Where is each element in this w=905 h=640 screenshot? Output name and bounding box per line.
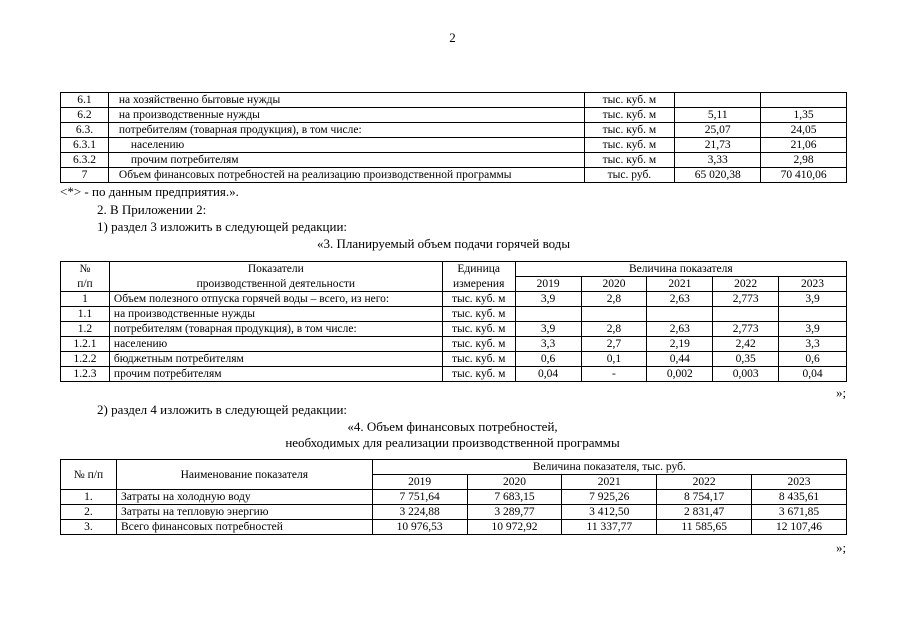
row-value: 0,04 [515,367,581,382]
header-number-2: п/п [61,277,110,292]
row-unit: тыс. куб. м [442,322,515,337]
row-number: 6.2 [61,108,109,123]
row-value: 3,3 [515,337,581,352]
row-indicator: Затраты на тепловую энергию [116,505,372,520]
row-value: 0,002 [647,367,713,382]
header-unit-2: измерения [442,277,515,292]
row-unit: тыс. куб. м [584,93,675,108]
row-unit: тыс. куб. м [584,123,675,138]
year-header: 2023 [779,277,847,292]
row-indicator: потребителям (товарная продукция), в том числе: [109,322,442,337]
table-row [61,352,847,367]
header-indicator-name: Наименование показателя [116,460,372,490]
row-value: 65 020,38 [675,168,761,183]
row-value: 2 831,47 [657,505,752,520]
page-number: 2 [449,30,456,45]
row-value [675,93,761,108]
table-row [61,108,847,123]
row-value: 10 972,92 [467,520,562,535]
year-header: 2019 [372,475,467,490]
year-header: 2019 [515,277,581,292]
row-number: 1.2.1 [61,337,110,352]
row-value: 0,44 [647,352,713,367]
table-row [61,292,847,307]
row-value [515,307,581,322]
row-number: 1.2.2 [61,352,110,367]
row-value: 0,04 [779,367,847,382]
row-value [761,93,847,108]
table-row [61,505,847,520]
row-value: 2,98 [761,153,847,168]
table-hot-water-supply [60,261,847,382]
row-indicator: населению [109,337,442,352]
row-value: 3,9 [515,292,581,307]
section-4-title-line-1: «4. Объем финансовых потребностей, [347,419,558,434]
header-number-1: № [61,262,110,277]
table-row [61,138,847,153]
row-value: 25,07 [675,123,761,138]
row-value: 7 925,26 [562,490,657,505]
row-value: 2,19 [647,337,713,352]
row-value: 12 107,46 [752,520,847,535]
row-indicator: населению [108,138,584,153]
table-row [61,322,847,337]
header-value: Величина показателя, тыс. руб. [372,460,846,475]
footnote: <*> - по данным предприятия.». [60,184,239,199]
section-4-title-line-2: необходимых для реализации производственной программы [285,435,620,450]
row-value: 3 412,50 [562,505,657,520]
row-value: 5,11 [675,108,761,123]
row-unit: тыс. куб. м [442,307,515,322]
row-value: 11 337,77 [562,520,657,535]
row-unit: тыс. куб. м [442,292,515,307]
row-value [713,307,779,322]
year-header: 2021 [562,475,657,490]
row-value: 3,9 [515,322,581,337]
table-row [61,367,847,382]
row-value: 3,3 [779,337,847,352]
row-value: 1,35 [761,108,847,123]
row-value: 2,773 [713,292,779,307]
row-number: 7 [61,168,109,183]
header-indicators-2: производственной деятельности [109,277,442,292]
row-number: 6.1 [61,93,109,108]
header-value: Величина показателя [515,262,846,277]
row-unit: тыс. куб. м [584,138,675,153]
row-number: 2. [61,505,117,520]
table-row [61,168,847,183]
row-value: 2,8 [581,322,647,337]
year-header: 2022 [657,475,752,490]
row-value: 70 410,06 [761,168,847,183]
row-indicator: Всего финансовых потребностей [116,520,372,535]
row-value: 0,003 [713,367,779,382]
row-value: 2,8 [581,292,647,307]
row-indicator: бюджетным потребителям [109,352,442,367]
header-indicators-1: Показатели [109,262,442,277]
row-indicator: потребителям (товарная продукция), в том числе: [108,123,584,138]
row-value: - [581,367,647,382]
table-financial-needs [60,459,847,535]
row-value: 0,6 [515,352,581,367]
row-unit: тыс. руб. [584,168,675,183]
closing-quote-1: »; [836,385,847,400]
row-value: 11 585,65 [657,520,752,535]
row-unit: тыс. куб. м [442,352,515,367]
row-number: 6.3.1 [61,138,109,153]
table-row [61,307,847,322]
row-value: 3 224,88 [372,505,467,520]
row-number: 1 [61,292,110,307]
row-value: 3,33 [675,153,761,168]
row-value: 2,63 [647,322,713,337]
table-row [61,123,847,138]
header-unit-1: Единица [442,262,515,277]
row-value: 3,9 [779,322,847,337]
row-value [647,307,713,322]
row-value: 21,06 [761,138,847,153]
row-indicator: на производственные нужды [108,108,584,123]
row-number: 1.2.3 [61,367,110,382]
row-value: 2,7 [581,337,647,352]
row-indicator: Объем финансовых потребностей на реализацию производственной программы [108,168,584,183]
year-header: 2022 [713,277,779,292]
row-value: 2,63 [647,292,713,307]
table-row [61,520,847,535]
paragraph-section-3: 1) раздел 3 изложить в следующей редакции: [97,219,348,234]
year-header: 2020 [581,277,647,292]
row-value: 2,42 [713,337,779,352]
row-value: 3 671,85 [752,505,847,520]
row-value: 0,6 [779,352,847,367]
row-number: 3. [61,520,117,535]
row-value: 3,9 [779,292,847,307]
row-value [779,307,847,322]
table-row [61,490,847,505]
row-number: 1. [61,490,117,505]
row-value: 0,35 [713,352,779,367]
row-indicator: Объем полезного отпуска горячей воды – всего, из него: [109,292,442,307]
header-number: № п/п [61,460,117,490]
row-value: 3 289,77 [467,505,562,520]
table-row [61,93,847,108]
row-unit: тыс. куб. м [584,153,675,168]
row-value: 7 751,64 [372,490,467,505]
row-value [581,307,647,322]
year-header: 2023 [752,475,847,490]
row-number: 6.3. [61,123,109,138]
table-row [61,153,847,168]
row-number: 1.1 [61,307,110,322]
section-3-title: «3. Планируемый объем подачи горячей воды [317,236,571,251]
row-indicator: прочим потребителям [109,367,442,382]
year-header: 2021 [647,277,713,292]
row-indicator: на хозяйственно бытовые нужды [108,93,584,108]
row-indicator: прочим потребителям [108,153,584,168]
paragraph-appendix-2: 2. В Приложении 2: [97,202,207,217]
closing-quote-2: »; [836,540,847,555]
paragraph-section-4: 2) раздел 4 изложить в следующей редакции: [97,402,348,417]
row-value: 8 435,61 [752,490,847,505]
row-value: 2,773 [713,322,779,337]
row-unit: тыс. куб. м [442,337,515,352]
year-header: 2020 [467,475,562,490]
row-value: 21,73 [675,138,761,153]
row-number: 1.2 [61,322,110,337]
row-indicator: Затраты на холодную воду [116,490,372,505]
row-indicator: на производственные нужды [109,307,442,322]
row-value: 8 754,17 [657,490,752,505]
row-unit: тыс. куб. м [442,367,515,382]
row-value: 24,05 [761,123,847,138]
row-unit: тыс. куб. м [584,108,675,123]
row-value: 0,1 [581,352,647,367]
row-value: 7 683,15 [467,490,562,505]
table-water-volume-continued [60,92,847,183]
row-value: 10 976,53 [372,520,467,535]
row-number: 6.3.2 [61,153,109,168]
table-row [61,337,847,352]
